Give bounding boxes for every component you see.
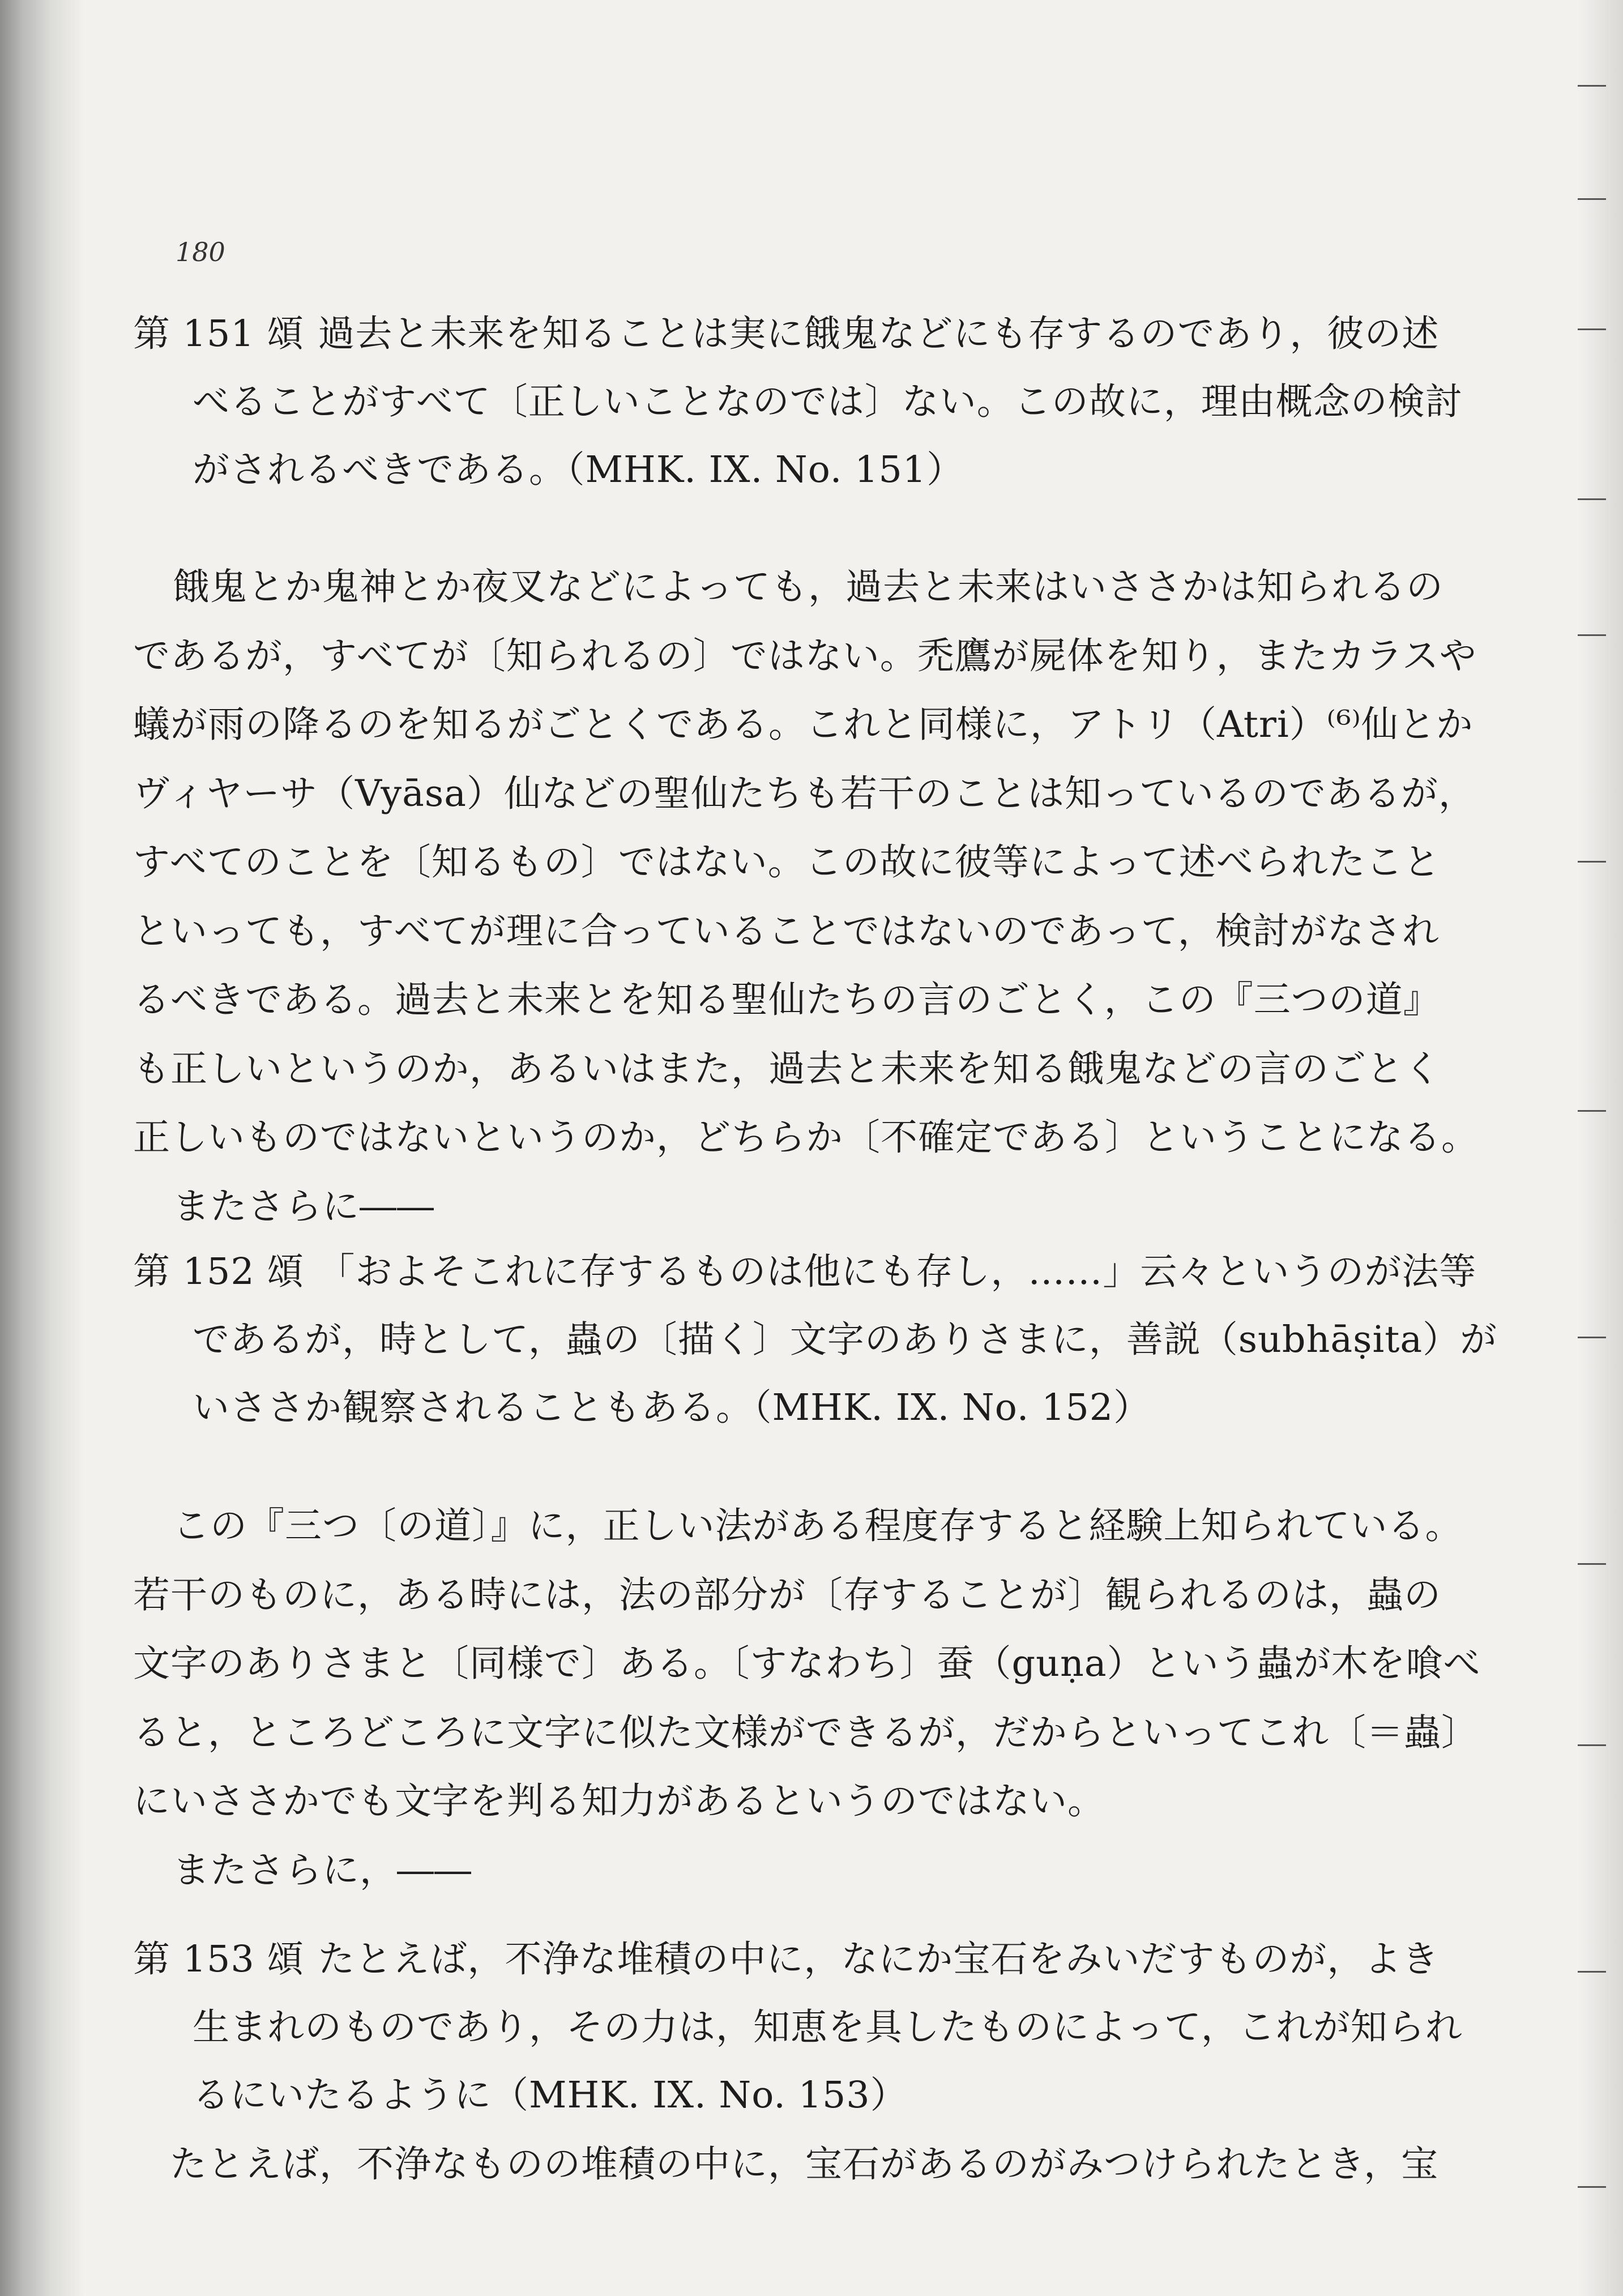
paragraph-line: 蟻が雨の降るのを知るがごとくである。これと同様に，アトリ（Atri）⁽⁶⁾仙とか [133, 703, 1473, 746]
paragraph-line: も正しいというのか，あるいはまた，過去と未来を知る餓鬼などの言のごとく [133, 1047, 1442, 1090]
paragraph-line: すべてのことを〔知るもの〕ではない。この故に彼等によって述べられたこと [133, 841, 1441, 884]
verse-line: 生まれのものであり，その力は，知恵を具したものによって，これが知られ [193, 2006, 1463, 2049]
verse-label: 第 152 頌 [133, 1251, 305, 1293]
verse-line: いささか観察されることもある。（MHK. IX. No. 152） [193, 1386, 1151, 1429]
page-edge-marks [1572, 34, 1612, 2243]
paragraph-line: 若干のものに，ある時には，法の部分が〔存することが〕観られるのは，蟲の [133, 1573, 1442, 1616]
paragraph-line: 正しいものではないというのか，どちらか〔不確定である〕ということになる。 [133, 1116, 1479, 1159]
page-number: 180 [176, 237, 225, 267]
verse-label: 第 151 頌 [133, 313, 305, 355]
scan-shadow-left [0, 0, 85, 2296]
paragraph-line: ると，ところどころに文字に似た文様ができるが，だからといってこれ〔＝蟲〕 [133, 1711, 1479, 1754]
paragraph-line: またさらに―― [173, 1185, 435, 1228]
paragraph-line: であるが，すべてが〔知られるの〕ではない。禿鷹が屍体を知り，またカラスや [133, 634, 1477, 677]
commentary-152 [133, 1492, 1481, 1905]
continuation-line: たとえば，不浄なものの堆積の中に，宝石があるのがみつけられたとき，宝 [170, 2143, 1439, 2186]
verse-text: たとえば，不浄な堆積の中に，なにか宝石をみいだすものが，よき [318, 1938, 1440, 1981]
verse-text: 過去と未来を知ることは実に餓鬼などにも存するのであり，彼の述 [318, 313, 1440, 355]
paragraph-line: この『三つ〔の道〕』に，正しい法がある程度存すると経験上知られている。 [173, 1505, 1463, 1547]
commentary-151 [133, 553, 1479, 1241]
paragraph-line: またさらに，―― [173, 1849, 472, 1892]
verse-line: べることがすべて〔正しいことなのでは〕ない。この故に，理由概念の検討 [193, 381, 1463, 423]
verse-153 [133, 1926, 1463, 2129]
paragraph-line: 文字のありさまと〔同様で〕ある。〔すなわち〕蚕（guṇa）という蟲が木を喰べ [133, 1642, 1481, 1685]
verse-text: 「およそこれに存するものは他にも存し，……」云々というのが法等 [318, 1251, 1477, 1293]
paragraph-line: ヴィヤーサ（Vyāsa）仙などの聖仙たちも若干のことは知っているのであるが， [133, 772, 1476, 815]
paragraph-line: にいささかでも文字を判る知力があるというのではない。 [133, 1780, 1105, 1823]
paragraph-line: といっても，すべてが理に合っていることではないのであって，検討がなされ [133, 910, 1440, 953]
verse-151 [133, 300, 1463, 504]
verse-line: がされるべきである。（MHK. IX. No. 151） [193, 449, 964, 491]
verse-line: るにいたるように（MHK. IX. No. 153） [193, 2074, 908, 2116]
verse-line: であるが，時として，蟲の〔描く〕文字のありさまに，善説（subhāṣita）が [193, 1318, 1498, 1361]
paragraph-line: るべきである。過去と未来とを知る聖仙たちの言のごとく，この『三つの道』 [133, 979, 1441, 1021]
paragraph-line: 餓鬼とか鬼神とか夜叉などによっても，過去と未来はいささかは知られるの [173, 566, 1444, 608]
verse-line [133, 1238, 1477, 1306]
verse-152 [133, 1238, 1498, 1442]
verse-line [133, 300, 1441, 368]
verse-label: 第 153 頌 [133, 1938, 305, 1981]
verse-line [133, 1926, 1441, 1994]
